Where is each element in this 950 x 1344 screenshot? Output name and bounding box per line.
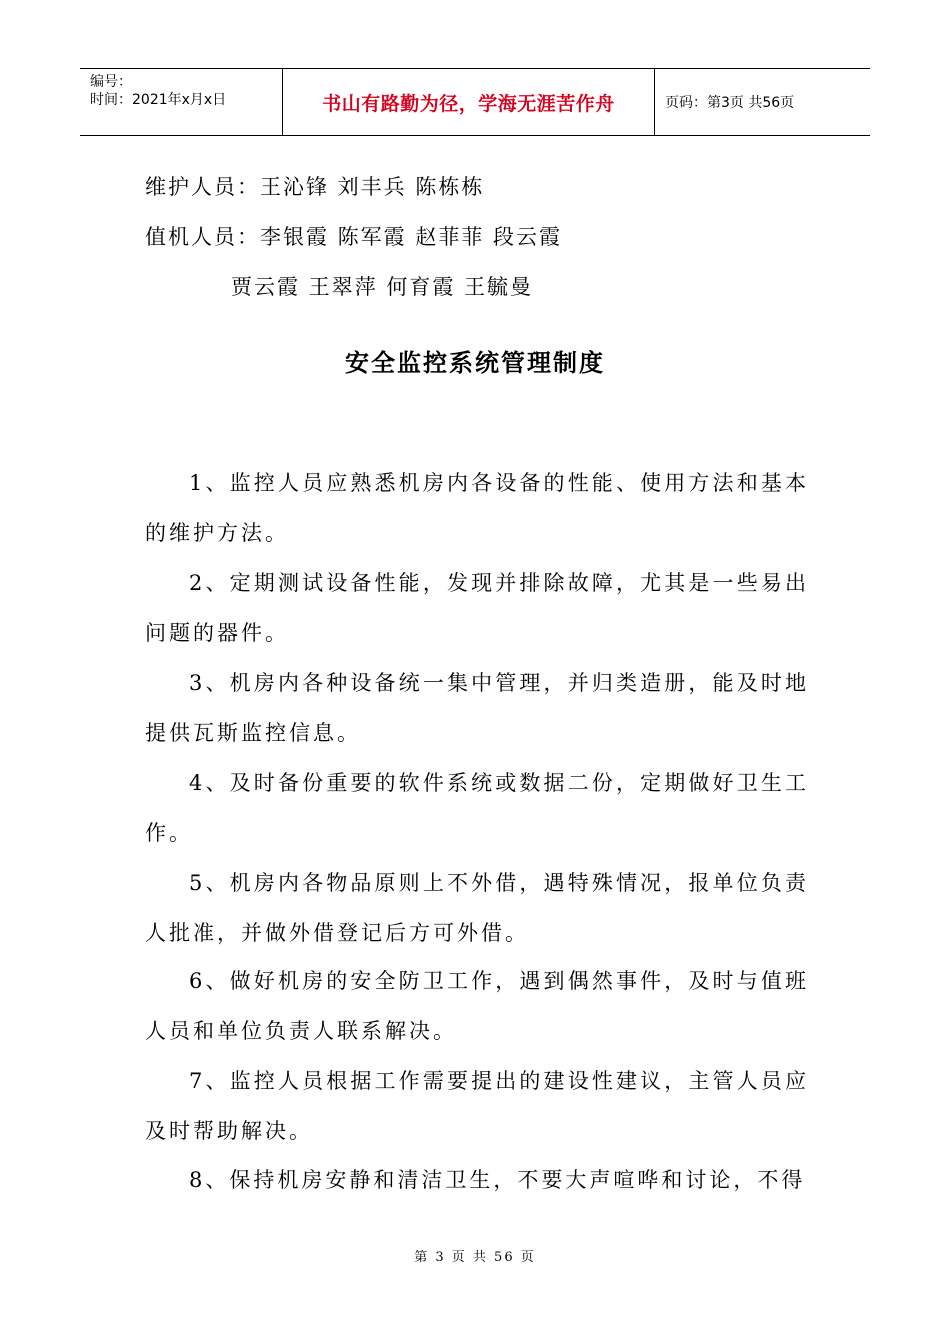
paragraph-8: 8、保持机房安静和清洁卫生，不要大声喧哗和讨论，不得 bbox=[189, 1168, 806, 1192]
document-title: 安全监控系统管理制度 bbox=[345, 349, 605, 377]
header-motto-cell bbox=[282, 69, 655, 135]
duty-staff-line-2: 贾云霞 王翠萍 何育霞 王毓曼 bbox=[231, 275, 534, 299]
document-date: 时间：2021年x月x日 bbox=[90, 92, 227, 108]
paragraph-3: 3、机房内各种设备统一集中管理，并归类造册，能及时地提供瓦斯监控信息。 bbox=[145, 671, 809, 745]
header-page-info: 页码：第3页 共56页 bbox=[665, 95, 795, 111]
paragraph-4: 4、及时备份重要的软件系统或数据二份，定期做好卫生工作。 bbox=[145, 771, 809, 845]
header-motto: 书山有路勤为径，学海无涯苦作舟 bbox=[322, 92, 615, 115]
paragraph-7: 7、监控人员根据工作需要提出的建设性建议，主管人员应及时帮助解决。 bbox=[145, 1069, 809, 1143]
document-number-label: 编号： bbox=[90, 74, 132, 90]
header-table bbox=[80, 68, 870, 136]
paragraph-6: 6、做好机房的安全防卫工作，遇到偶然事件，及时与值班人员和单位负责人联系解决。 bbox=[145, 969, 809, 1043]
paragraph-2: 2、定期测试设备性能，发现并排除故障，尤其是一些易出问题的器件。 bbox=[145, 571, 809, 645]
duty-staff-line-1: 值机人员：李银霞 陈军霞 赵菲菲 段云霞 bbox=[145, 225, 563, 249]
maintenance-staff: 维护人员：王沁锋 刘丰兵 陈栋栋 bbox=[145, 175, 485, 199]
header-left-cell bbox=[80, 69, 282, 135]
paragraph-5: 5、机房内各物品原则上不外借，遇特殊情况，报单位负责人批准，并做外借登记后方可外借。 bbox=[145, 871, 809, 945]
page-footer: 第 3 页 共 56 页 bbox=[414, 1250, 536, 1265]
paragraph-1: 1、监控人员应熟悉机房内各设备的性能、使用方法和基本的维护方法。 bbox=[145, 471, 809, 545]
header-page-cell bbox=[655, 69, 870, 135]
